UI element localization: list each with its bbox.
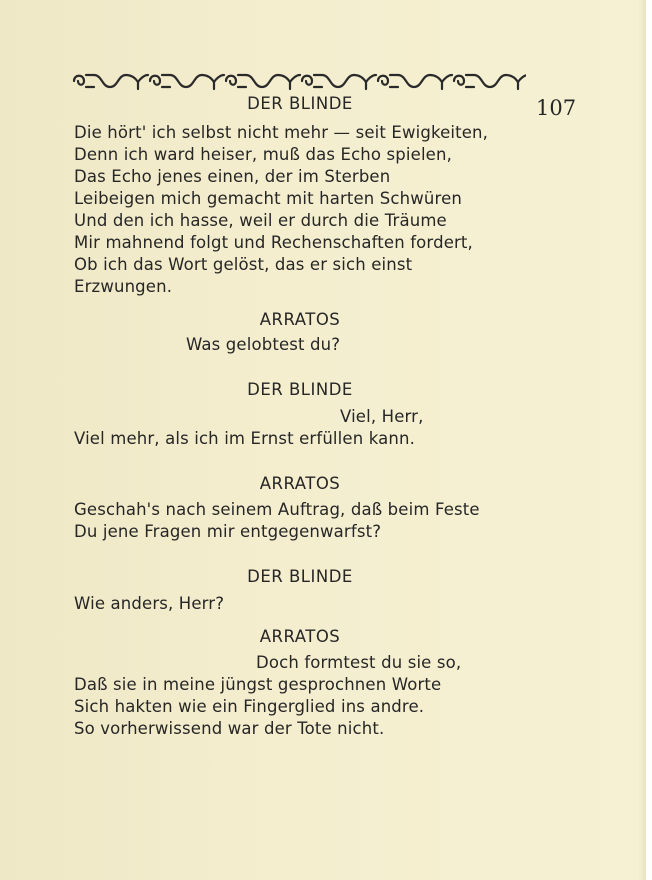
speaker-name: DER BLINDE <box>247 567 353 586</box>
scroll-ornament-icon <box>72 70 526 92</box>
verse-line: Das Echo jenes einen, der im Sterben <box>74 167 391 186</box>
verse-line: Wie anders, Herr? <box>74 594 225 613</box>
verse-line: Viel mehr, als ich im Ernst erfüllen kann. <box>74 429 415 448</box>
verse-line: Daß sie in meine jüngst gesprochnen Worte <box>74 675 442 694</box>
speaker-name: ARRATOS <box>259 474 341 493</box>
verse-line: Leibeigen mich gemacht mit harten Schwüren <box>74 189 462 208</box>
verse-line: Was gelobtest du? <box>186 335 341 354</box>
verse-line: Und den ich hasse, weil er durch die Träume <box>74 211 447 230</box>
verse-line: Geschah's nach seinem Auftrag, daß beim Feste <box>74 500 480 519</box>
verse-line: So vorherwissend war der Tote nicht. <box>74 719 385 738</box>
running-header-title: DER BLINDE <box>247 94 353 113</box>
verse-line: Du jene Fragen mir entgegenwarfst? <box>74 522 382 541</box>
verse-line: Viel, Herr, <box>340 407 424 426</box>
speaker-name: ARRATOS <box>259 310 341 329</box>
speaker-name: ARRATOS <box>259 627 341 646</box>
verse-line: Ob ich das Wort gelöst, das er sich einst <box>74 255 413 274</box>
verse-line: Erzwungen. <box>74 277 173 296</box>
speaker-name: DER BLINDE <box>247 380 353 399</box>
verse-line: Die hört' ich selbst nicht mehr — seit Ewigkeiten, <box>74 123 489 142</box>
verse-line: Doch formtest du sie so, <box>256 653 462 672</box>
verse-line: Denn ich ward heiser, muß das Echo spielen, <box>74 145 452 164</box>
verse-line: Mir mahnend folgt und Rechenschaften fordert, <box>74 233 473 252</box>
verse-line: Sich hakten wie ein Fingerglied ins andre. <box>74 697 425 716</box>
page-number: 107 <box>536 96 577 120</box>
